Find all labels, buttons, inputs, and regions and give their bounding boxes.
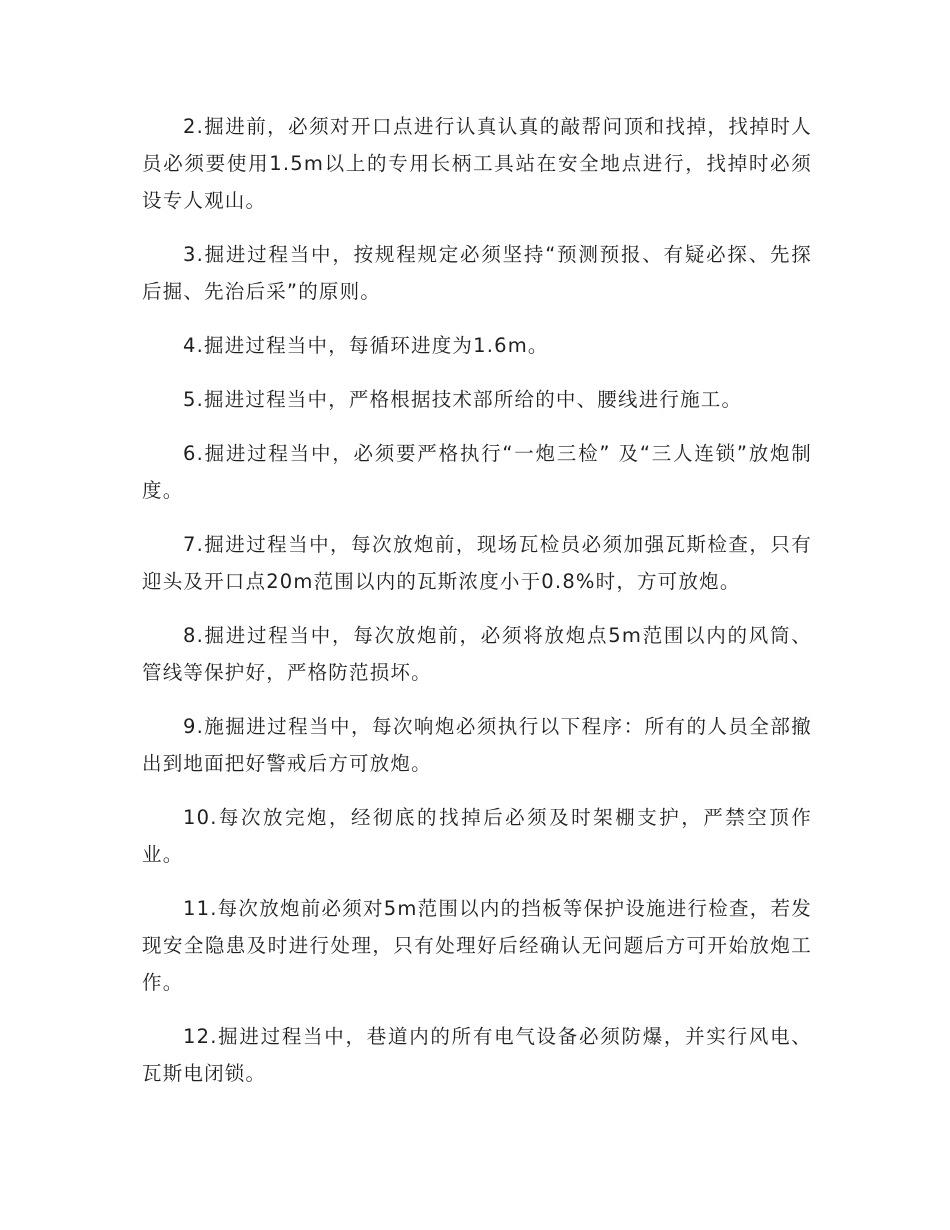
- paragraph-item-8: 8.掘进过程当中，每次放炮前，必须将放炮点5m范围以内的风筒、管线等保护好，严格防范损坏。: [142, 624, 812, 684]
- document-body: [142, 108, 812, 1109]
- paragraph-item-5: 5.掘进过程当中，严格根据技术部所给的中、腰线进行施工。: [183, 388, 743, 411]
- paragraph-item-4: 4.掘进过程当中，每循环进度为1.6m。: [183, 334, 549, 357]
- paragraph-item-2: 2.掘进前，必须对开口点进行认真认真的敲帮问顶和找掉，找掉时人员必须要使用1.5m以上的专用长柄工具站在安全地点进行，找掉时必须设专人观山。: [142, 115, 812, 212]
- paragraph-item-10: 10.每次放完炮，经彻底的找掉后必须及时架棚支护，严禁空顶作业。: [142, 806, 812, 866]
- paragraph-item-12: 12.掘进过程当中，巷道内的所有电气设备必须防爆，并实行风电、瓦斯电闭锁。: [142, 1025, 812, 1085]
- paragraph-item-7: 7.掘进过程当中，每次放炮前，现场瓦检员必须加强瓦斯检查，只有迎头及开口点20m范围以内的瓦斯浓度小于0.8%时，方可放炮。: [142, 533, 812, 593]
- paragraph-item-11: 11.每次放炮前必须对5m范围以内的挡板等保护设施进行检查，若发现安全隐患及时进行处理，只有处理好后经确认无问题后方可开始放炮工作。: [142, 897, 812, 994]
- paragraph-item-6: 6.掘进过程当中，必须要严格执行“一炮三检” 及“三人连锁”放炮制度。: [142, 442, 812, 502]
- paragraph-item-9: 9.施掘进过程当中，每次响炮必须执行以下程序：所有的人员全部撤出到地面把好警戒后方可放炮。: [142, 715, 812, 775]
- paragraph-item-3: 3.掘进过程当中，按规程规定必须坚持“预测预报、有疑必探、先探后掘、先治后采”的原则。: [142, 243, 812, 303]
